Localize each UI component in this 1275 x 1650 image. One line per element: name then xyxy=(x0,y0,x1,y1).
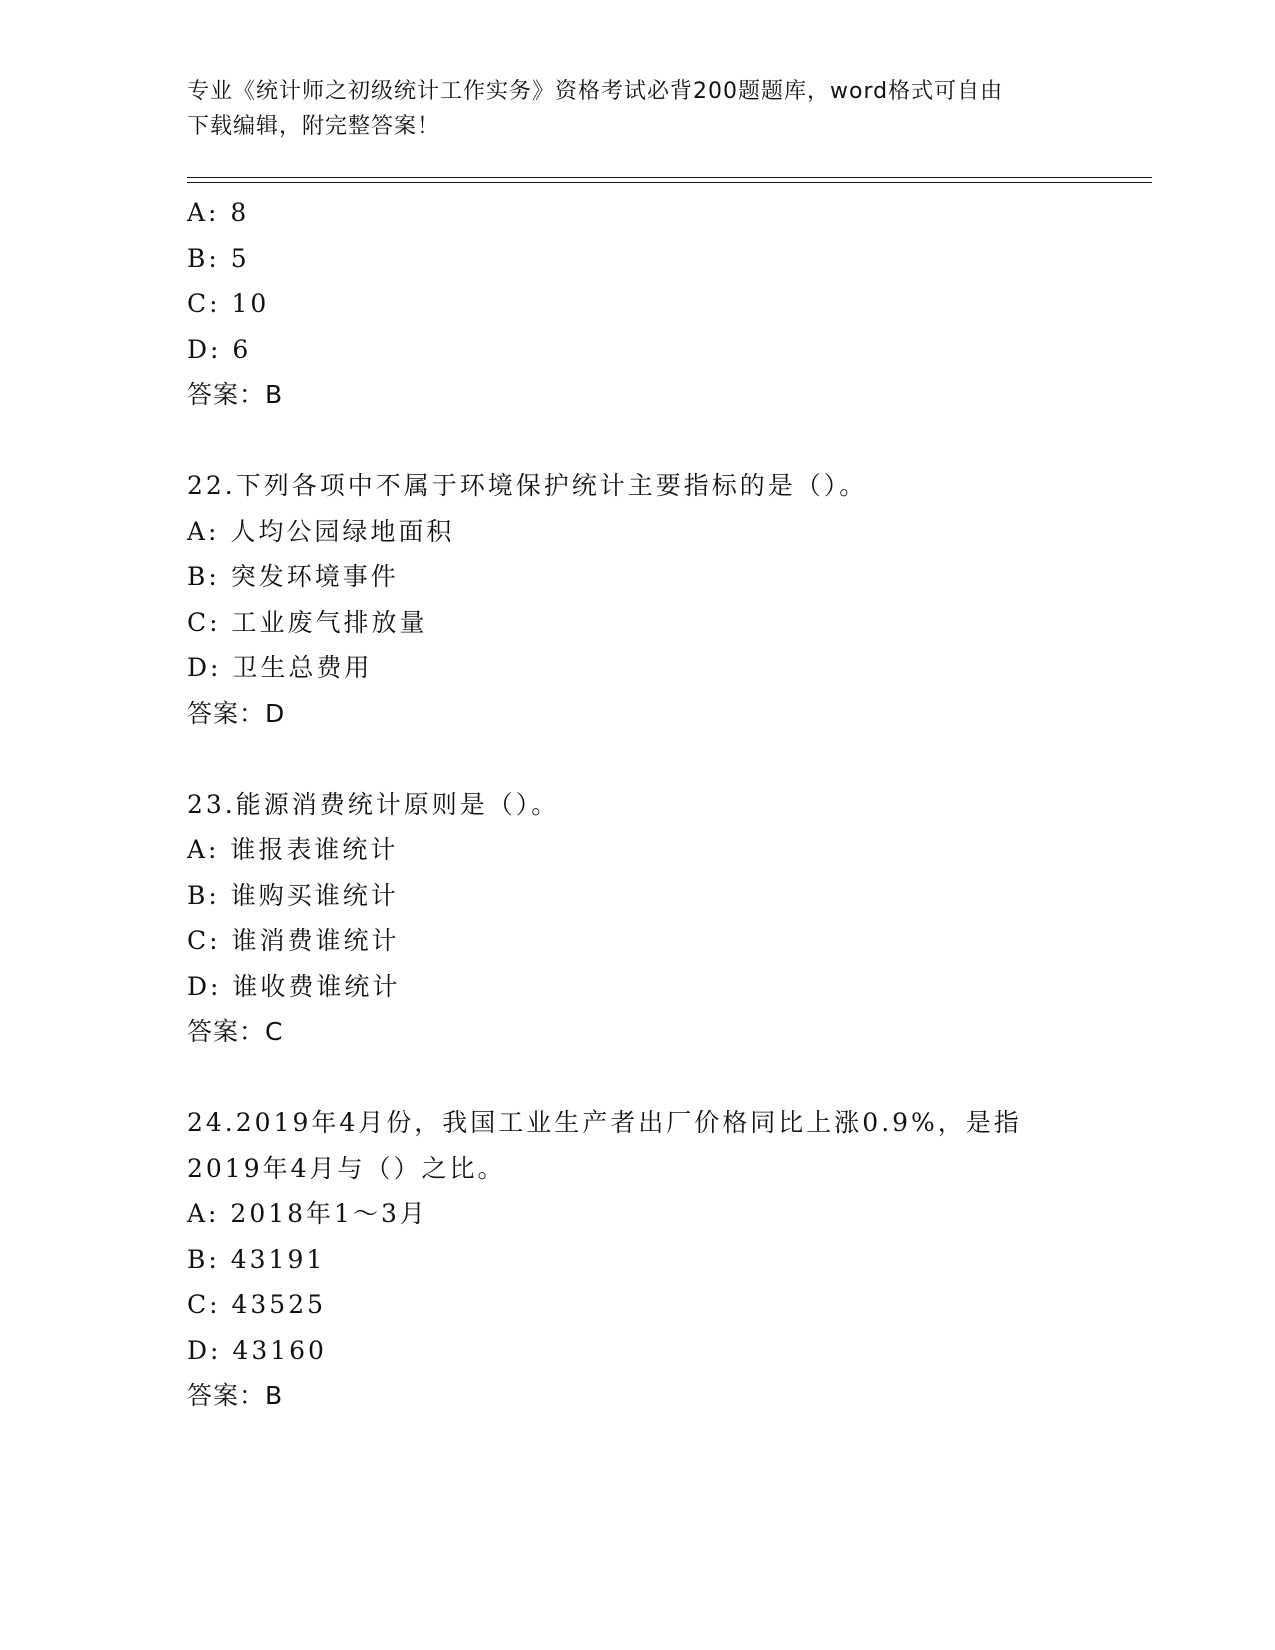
option-b: B: 43191 xyxy=(187,1244,326,1274)
option-a: A: 谁报表谁统计 xyxy=(187,835,399,864)
header-line-2: 下载编辑，附完整答案！ xyxy=(187,114,441,139)
option-d: D: 43160 xyxy=(187,1335,327,1365)
option-b: B: 突发环境事件 xyxy=(187,562,399,591)
question-text-line-2: 2019年4月与（）之比。 xyxy=(187,1153,506,1183)
question-text-line-1: 24.2019年4月份，我国工业生产者出厂价格同比上涨0.9%，是指 xyxy=(187,1108,1022,1137)
answer-line: 答案：B xyxy=(187,380,284,409)
option-b: B: 5 xyxy=(187,243,250,273)
option-c: C: 工业废气排放量 xyxy=(187,607,428,637)
question-block-continued xyxy=(187,190,1137,418)
question-block-24 xyxy=(187,1100,1137,1419)
document-header xyxy=(187,74,1067,144)
option-d: D: 谁收费谁统计 xyxy=(187,971,401,1001)
option-a: A: 2018年1～3月 xyxy=(187,1199,428,1228)
question-list xyxy=(187,190,1137,1419)
option-d: D: 卫生总费用 xyxy=(187,653,373,682)
option-b: B: 谁购买谁统计 xyxy=(187,880,399,910)
header-line-1: 专业《统计师之初级统计工作实务》资格考试必背200题题库，word格式可自由 xyxy=(187,79,1004,104)
question-block-22 xyxy=(187,463,1137,736)
question-text: 22.下列各项中不属于环境保护统计主要指标的是（）。 xyxy=(187,471,868,500)
question-block-23 xyxy=(187,782,1137,1055)
question-text: 23.能源消费统计原则是（）。 xyxy=(187,789,560,819)
option-a: A: 8 xyxy=(187,198,250,227)
option-a: A: 人均公园绿地面积 xyxy=(187,516,455,546)
option-c: C: 10 xyxy=(187,289,270,318)
answer-line: 答案：C xyxy=(187,1017,284,1046)
spacer xyxy=(187,418,1137,464)
option-d: D: 6 xyxy=(187,334,252,364)
spacer xyxy=(187,736,1137,782)
answer-line: 答案：D xyxy=(187,698,286,728)
header-rule-bottom xyxy=(187,182,1152,183)
header-rule-top xyxy=(187,177,1152,178)
spacer xyxy=(187,1055,1137,1101)
option-c: C: 谁消费谁统计 xyxy=(187,926,400,955)
option-c: C: 43525 xyxy=(187,1290,327,1319)
answer-line: 答案：B xyxy=(187,1381,284,1410)
